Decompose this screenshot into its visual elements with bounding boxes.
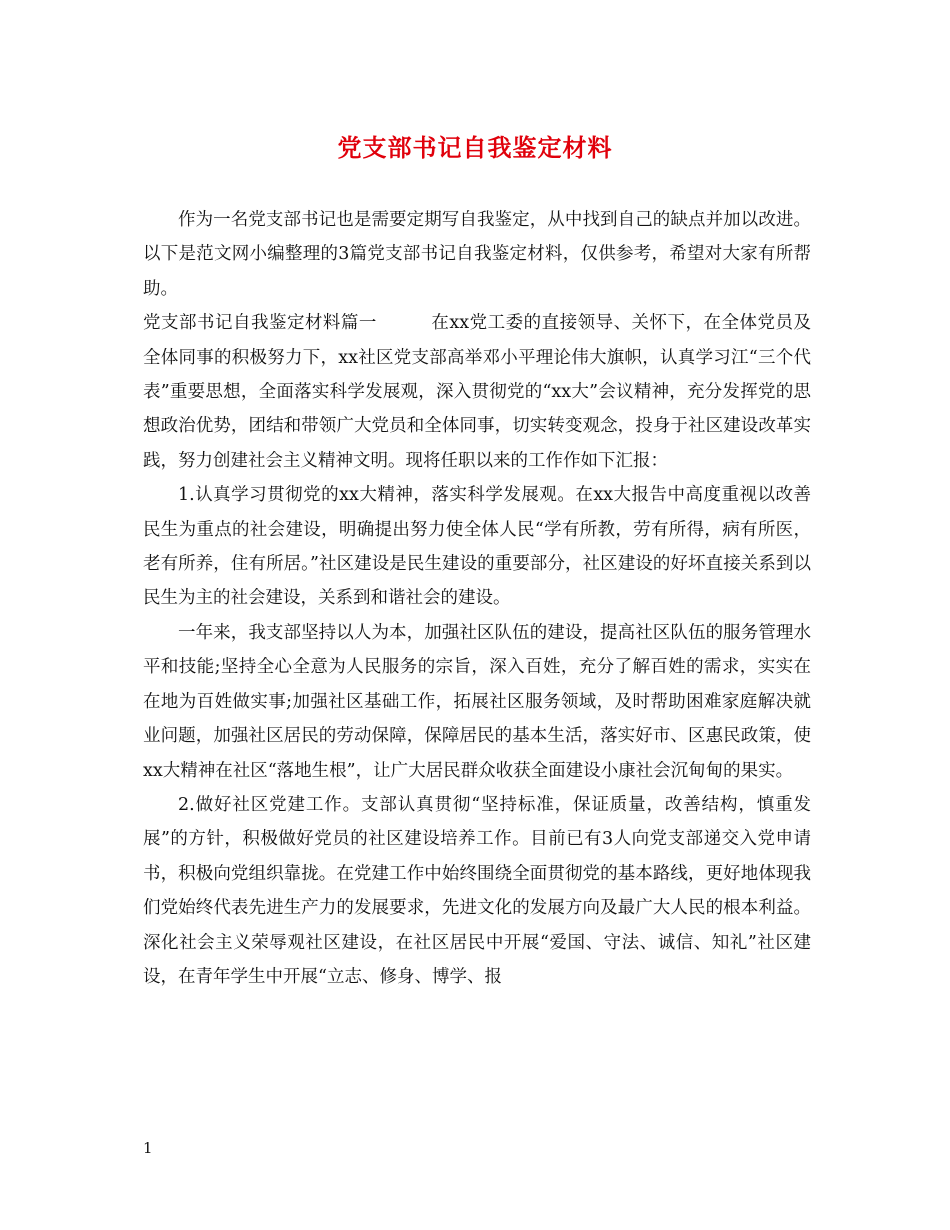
section-opening: 在xx党工委的直接领导、关怀下，在全体党员及全体同事的积极努力下，xx社区党支部高举邓小平理论伟大旗帜，认真学习江“三个代表”重要思想，全面落实科学发展观，深入贯彻党的“xx大”会议精神，充分发挥党的思想政治优势，团结和带领广大党员和全体同事，切实转变观念，投身于社区建设改革实践，努力创建社会主义精神文明。现将任职以来的工作作如下汇报： [143, 313, 811, 471]
section-heading: 党支部书记自我鉴定材料篇一 [143, 313, 377, 334]
intro-paragraph: 作为一名党支部书记也是需要定期写自我鉴定，从中找到自己的缺点并加以改进。以下是范文网小编整理的3篇党支部书记自我鉴定材料，仅供参考，希望对大家有所帮助。 [143, 210, 811, 299]
section-heading-paragraph [143, 306, 811, 478]
paragraph-party-building: 2.做好社区党建工作。支部认真贯彻“坚持标准，保证质量，改善结构，慎重发展”的方针，积极做好党员的社区建设培养工作。目前已有3人向党支部递交入党申请书，积极向党组织靠拢。在党建工作中始终围绕全面贯彻党的基本路线，更好地体现我们党始终代表先进生产力的发展要求，先进文化的发展方向及最广大人民的根本利益。深化社会主义荣辱观社区建设，在社区居民中开展“爱国、守法、诚信、知礼”社区建设，在青年学生中开展“立志、修身、博学、报 [143, 794, 811, 987]
document-title: 党支部书记自我鉴定材料 [337, 133, 613, 162]
document-body [143, 203, 811, 994]
paragraph-year-work: 一年来，我支部坚持以人为本，加强社区队伍的建设，提高社区队伍的服务管理水平和技能;坚持全心全意为人民服务的宗旨，深入百姓，充分了解百姓的需求，实实在在地为百姓做实事;加强社区基础工作，拓展社区服务领域，及时帮助困难家庭解决就业问题，加强社区居民的劳动保障，保障居民的基本生活，落实好市、区惠民政策，使xx大精神在社区“落地生根”，让广大居民群众收获全面建设小康社会沉甸甸的果实。 [143, 622, 811, 781]
page-number: 1 [143, 1139, 153, 1157]
paragraph-study-spirit: 1.认真学习贯彻党的xx大精神，落实科学发展观。在xx大报告中高度重视以改善民生为重点的社会建设，明确提出努力使全体人民“学有所教，劳有所得，病有所医，老有所养，住有所居。”社区建设是民生建设的重要部分，社区建设的好坏直接关系到以民生为主的社会建设，关系到和谐社会的建设。 [143, 485, 811, 609]
